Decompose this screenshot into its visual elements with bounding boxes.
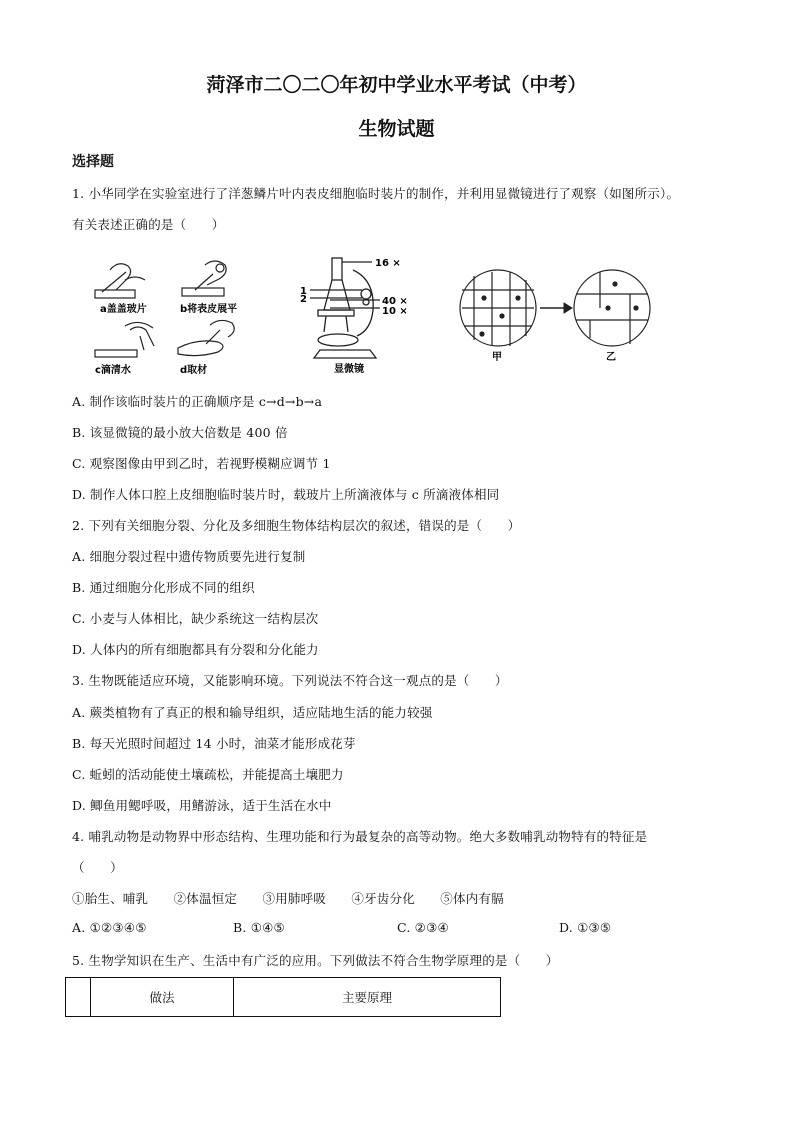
table-header-principle: 主要原理 <box>234 978 501 1017</box>
view-yi-label: 乙 <box>606 352 616 363</box>
q1-option-a[interactable]: A. 制作该临时装片的正确顺序是 c→d→b→a <box>72 394 323 409</box>
step-b-illustration <box>182 261 226 296</box>
step-d-label: d取材 <box>180 365 208 376</box>
arrow-icon <box>540 303 572 313</box>
q2-option-c[interactable]: C. 小麦与人体相比，缺少系统这一结构层次 <box>72 611 319 626</box>
q5-stem: 5. 生物学知识在生产、生活中有广泛的应用。下列做法不符合生物学原理的是（ ） <box>72 953 559 968</box>
q1-figure <box>70 250 670 380</box>
q1-option-b[interactable]: B. 该显微镜的最小放大倍数是 400 倍 <box>72 425 288 440</box>
objective-high-label: 40 × <box>382 296 408 307</box>
step-b-label: b将表皮展平 <box>180 304 238 315</box>
view-yi-illustration <box>574 270 650 346</box>
q2-option-d[interactable]: D. 人体内的所有细胞都具有分裂和分化能力 <box>72 642 319 657</box>
q4-option-b[interactable]: B. ①④⑤ <box>233 920 285 935</box>
step-c-label: c滴清水 <box>95 365 131 376</box>
knob-2-label: 2 <box>300 294 307 305</box>
step-c-illustration <box>95 322 154 357</box>
q2-option-b[interactable]: B. 通过细胞分化形成不同的组织 <box>72 580 255 595</box>
table-row <box>66 978 501 1017</box>
exam-subtitle: 生物试题 <box>358 118 435 140</box>
table-header-index <box>66 978 91 1017</box>
q1-option-c[interactable]: C. 观察图像由甲到乙时，若视野模糊应调节 1 <box>72 456 331 471</box>
microscope-illustration <box>310 258 380 358</box>
q3-option-b[interactable]: B. 每天光照时间超过 14 小时，油菜才能形成花芽 <box>72 736 356 751</box>
view-jia-illustration <box>460 270 536 346</box>
q1-stem-line2: 有关表述正确的是（ ） <box>72 217 225 232</box>
q4-option-d[interactable]: D. ①③⑤ <box>559 920 612 935</box>
step-d-illustration <box>178 320 234 355</box>
q1-stem-line1: 1. 小华同学在实验室进行了洋葱鳞片叶内表皮细胞临时装片的制作，并利用显微镜进行了观察（如图所示）。 <box>72 186 680 201</box>
table-header-practice: 做法 <box>91 978 234 1017</box>
step-a-illustration <box>95 264 145 298</box>
objective-low-label: 10 × <box>382 306 408 317</box>
view-jia-label: 甲 <box>492 352 502 363</box>
q4-option-c[interactable]: C. ②③④ <box>397 920 449 935</box>
step-a-label: a盖盖玻片 <box>100 304 147 315</box>
q4-items: ①胎生、哺乳 ②体温恒定 ③用肺呼吸 ④牙齿分化 ⑤体内有膈 <box>72 891 504 906</box>
q4-stem-bracket: （ ） <box>72 860 123 875</box>
q1-option-d[interactable]: D. 制作人体口腔上皮细胞临时装片时，载玻片上所滴液体与 c 所滴液体相同 <box>72 487 500 502</box>
q2-stem: 2. 下列有关细胞分裂、分化及多细胞生物体结构层次的叙述，错误的是（ ） <box>72 518 521 533</box>
q3-option-a[interactable]: A. 蕨类植物有了真正的根和输导组织，适应陆地生活的能力较强 <box>72 705 433 720</box>
q3-option-c[interactable]: C. 蚯蚓的活动能使土壤疏松，并能提高土壤肥力 <box>72 767 344 782</box>
q2-option-a[interactable]: A. 细胞分裂过程中遗传物质要先进行复制 <box>72 549 306 564</box>
microscope-label: 显微镜 <box>334 364 364 375</box>
exam-title: 菏泽市二〇二〇年初中学业水平考试（中考） <box>206 74 587 96</box>
q3-option-d[interactable]: D. 鲫鱼用鳃呼吸，用鳍游泳，适于生活在水中 <box>72 798 332 813</box>
eyepiece-label: 16 × <box>375 258 401 269</box>
q1-figure-svg <box>70 250 670 380</box>
knob-1-label: 1 <box>300 286 307 297</box>
q3-stem: 3. 生物既能适应环境，又能影响环境。下列说法不符合这一观点的是（ ） <box>72 673 508 688</box>
section-heading: 选择题 <box>72 154 114 170</box>
q5-table <box>65 977 501 1017</box>
q4-option-a[interactable]: A. ①②③④⑤ <box>72 920 147 935</box>
q4-stem: 4. 哺乳动物是动物界中形态结构、生理功能和行为最复杂的高等动物。绝大多数哺乳动物特有的特征是 <box>72 829 648 844</box>
